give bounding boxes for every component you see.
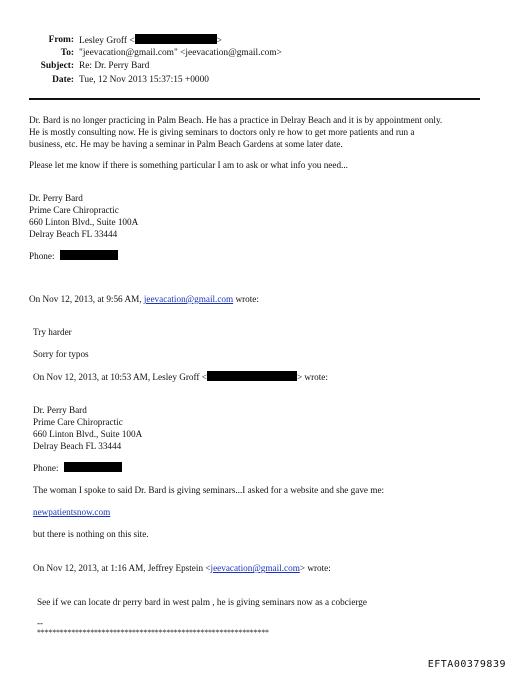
woman-spoke-text: The woman I spoke to said Dr. Bard is giving seminars...I asked for a website and she gave me: (33, 485, 385, 495)
body-line-2: He is mostly consulting now. He is giving seminars to doctors only re how to get more patients and run a (29, 127, 415, 137)
from-label: From: (48, 35, 74, 45)
sig2-address: 660 Linton Blvd., Suite 100A (33, 429, 143, 439)
stars-divider: ************************************************************* (37, 628, 269, 637)
to-value: "jeevacation@gmail.com" <jeevacation@gmail.com> (79, 48, 282, 58)
to-label: To: (60, 48, 74, 58)
body-line-1: Dr. Bard is no longer practicing in Palm Beach. He has a practice in Delray Beach and it is by appointment only. (29, 115, 443, 125)
sorry-typos-text: Sorry for typos (33, 349, 89, 359)
subject-label: Subject: (40, 61, 74, 71)
date-label: Date: (52, 75, 74, 85)
see-if-text: See if we can locate dr perry bard in west palm , he is giving seminars now as a cobcierge (37, 597, 367, 607)
header-divider (29, 98, 480, 100)
sig1-name: Dr. Perry Bard (29, 193, 83, 203)
email-link[interactable]: jeevacation@gmail.com (143, 294, 234, 304)
sig1-address: 660 Linton Blvd., Suite 100A (29, 217, 139, 227)
subject-value: Re: Dr. Perry Bard (79, 61, 150, 71)
redaction-box (60, 250, 118, 260)
from-value (79, 34, 222, 47)
body-line-3: business, etc. He may be having a seminar in Palm Beach Gardens at some later date. (29, 139, 343, 149)
redaction-box (64, 462, 122, 472)
sig1-city: Delray Beach FL 33444 (29, 229, 118, 239)
try-harder-text: Try harder (33, 327, 72, 337)
signature-dash: -- (37, 618, 44, 628)
from-tail: > (216, 36, 222, 46)
phone-line-1 (29, 250, 118, 262)
document-id: EFTA00379839 (427, 659, 506, 670)
phone-line-2 (33, 462, 122, 474)
phone-label: Phone: (33, 463, 59, 473)
sig2-city: Delray Beach FL 33444 (33, 441, 122, 451)
from-name: Lesley Groff < (79, 36, 135, 46)
sig2-company: Prime Care Chiropractic (33, 417, 123, 427)
redaction-box (135, 34, 217, 44)
body-request: Please let me know if there is something particular I am to ask or what info you need... (29, 160, 348, 170)
quote-header-1: On Nov 12, 2013, at 9:56 AM, jeevacation@gmail.com wrote: (29, 294, 259, 304)
email-link[interactable]: jeevacation@gmail.com (210, 563, 300, 573)
phone-label: Phone: (29, 251, 55, 261)
sig2-name: Dr. Perry Bard (33, 405, 87, 415)
nothing-on-site-text: but there is nothing on this site. (33, 529, 149, 539)
quote-header-3: On Nov 12, 2013, at 1:16 AM, Jeffrey Epstein <jeevacation@gmail.com> wrote: (33, 563, 331, 573)
sig1-company: Prime Care Chiropractic (29, 205, 119, 215)
date-value: Tue, 12 Nov 2013 15:37:15 +0000 (79, 75, 209, 85)
redaction-box (207, 371, 297, 381)
quote-header-2: On Nov 12, 2013, at 10:53 AM, Lesley Groff < > wrote: (33, 372, 328, 382)
website-link[interactable]: newpatientsnow.com (33, 507, 111, 517)
